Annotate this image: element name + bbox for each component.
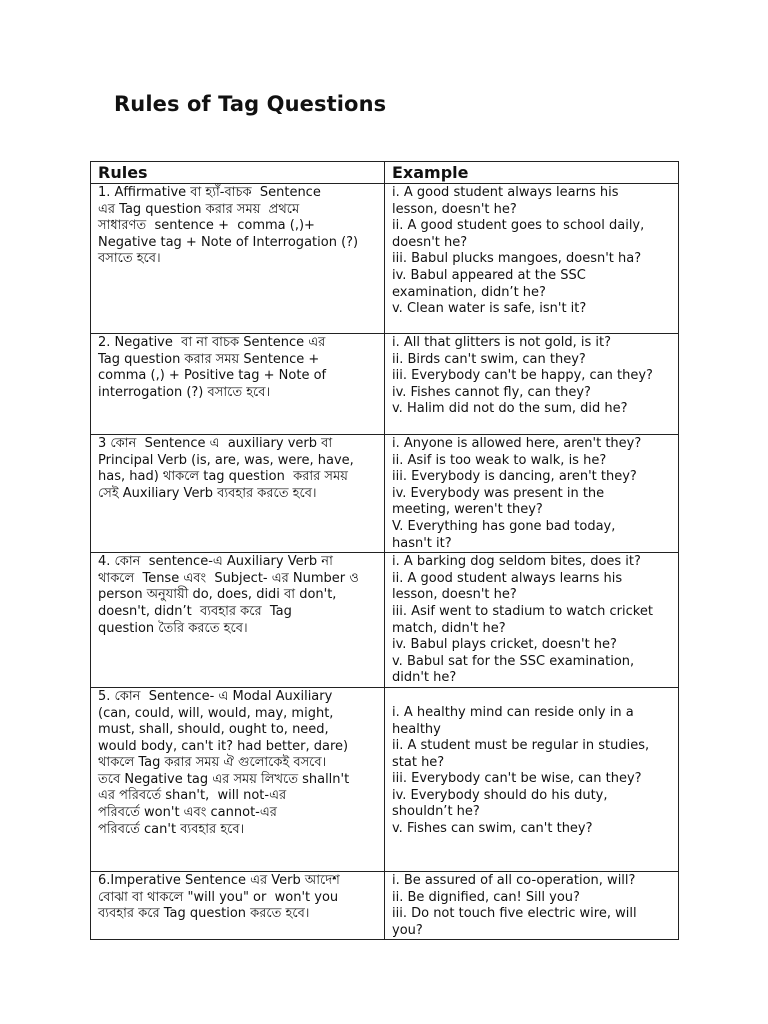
example-cell (385, 687, 679, 871)
rule-line: Principal Verb (is, are, was, were, have, (98, 452, 354, 468)
example-line: i. A barking dog seldom bites, does it? (392, 554, 641, 570)
example-line: hasn't it? (392, 535, 452, 551)
table-row (91, 435, 679, 553)
example-line: iii. Asif went to stadium to watch cricket (392, 603, 653, 619)
rule-line: 3 কোন Sentence এ auxiliary verb বা (98, 436, 333, 451)
example-line: healthy (392, 721, 441, 737)
example-line: didn't he? (392, 670, 457, 686)
table-row (91, 184, 679, 334)
rule-cell (91, 334, 385, 435)
example-line: ii. Birds can't swim, can they? (392, 351, 586, 367)
example-line: iii. Everybody is dancing, aren't they? (392, 469, 637, 485)
example-line: ii. A good student goes to school daily, (392, 218, 645, 234)
rule-cell (91, 435, 385, 553)
rule-line: ব্যবহার করে Tag question করতে হবে। (98, 906, 310, 922)
example-line: ii. A good student always learns his (392, 570, 623, 586)
example-line: match, didn't he? (392, 620, 506, 636)
example-line: iv. Everybody should do his duty, (392, 787, 608, 803)
rule-line: (can, could, will, would, may, might, (98, 705, 334, 721)
rule-line: সাধারণত sentence + comma (,)+ (98, 218, 315, 234)
rule-line: comma (,) + Positive tag + Note of (98, 368, 327, 384)
example-line: iv. Babul appeared at the SSC (392, 267, 586, 283)
rule-cell (91, 553, 385, 688)
rule-cell (91, 871, 385, 939)
example-line: iv. Everybody was present in the (392, 485, 605, 501)
example-line: v. Halim did not do the sum, did he? (392, 401, 628, 417)
table-header-row (91, 162, 679, 184)
rule-line: would body, can't it? had better, dare) (98, 738, 349, 754)
example-line: v. Babul sat for the SSC examination, (392, 653, 635, 669)
example-line: shouldn’t he? (392, 804, 480, 820)
example-line: ii. Asif is too weak to walk, is he? (392, 452, 607, 468)
example-cell (385, 553, 679, 688)
example-line: i. A healthy mind can reside only in a (392, 704, 634, 720)
example-line: i. Anyone is allowed here, aren't they? (392, 436, 642, 451)
example-line: i. A good student always learns his (392, 185, 619, 200)
rule-line: 6.Imperative Sentence এর Verb আদেশ (98, 872, 340, 888)
column-header-example: Example (385, 162, 679, 184)
rule-line: তবে Negative tag এর সময় লিখতে shalln't (98, 771, 350, 787)
example-cell (385, 435, 679, 553)
rule-line: এর পরিবর্তে shan't, will not-এর (98, 788, 287, 804)
rules-table (90, 161, 679, 940)
rule-line: 2. Negative বা না বাচক Sentence এর (98, 335, 326, 350)
rule-line: 4. কোন sentence-এ Auxiliary Verb না (98, 554, 333, 570)
table-row (91, 871, 679, 939)
rule-line: has, had) থাকলে tag question করার সময় (98, 469, 348, 485)
example-line: iii. Do not touch five electric wire, will (392, 906, 637, 922)
rule-line: সেই Auxiliary Verb ব্যবহার করতে হবে। (98, 485, 317, 501)
rule-line: Tag question করার সময় Sentence + (98, 351, 320, 367)
example-line: examination, didn’t he? (392, 284, 546, 300)
example-line: ii. Be dignified, can! Sill you? (392, 889, 580, 905)
example-line: v. Fishes can swim, can't they? (392, 821, 593, 837)
example-line: V. Everything has gone bad today, (392, 518, 616, 534)
example-line: i. All that glitters is not gold, is it? (392, 335, 611, 350)
rule-cell (91, 687, 385, 871)
rule-line: question তৈরি করতে হবে। (98, 620, 248, 636)
rule-line: পরিবর্তে won't এবং cannot-এর (98, 805, 277, 821)
example-line: lesson, doesn't he? (392, 587, 517, 603)
rule-line: বসাতে হবে। (98, 251, 161, 267)
rule-line: পরিবর্তে can't ব্যবহার হবে। (98, 821, 245, 837)
table-row (91, 334, 679, 435)
rule-line: person অনুযায়ী do, does, didi বা don't, (98, 587, 337, 603)
rule-line: must, shall, should, ought to, need, (98, 722, 329, 738)
rule-line: বোঝা বা থাকলে "will you" or won't you (98, 889, 339, 905)
rule-line: থাকলে Tag করার সময় ঐ গুলোকেই বসবে। (98, 755, 327, 771)
example-line: i. Be assured of all co-operation, will? (392, 872, 636, 888)
example-cell (385, 334, 679, 435)
example-line: ii. A student must be regular in studies, (392, 738, 650, 754)
rule-line: এর Tag question করার সময় প্রথমে (98, 201, 300, 217)
example-line: iv. Babul plays cricket, doesn't he? (392, 637, 617, 653)
example-line: stat he? (392, 754, 445, 770)
table-row (91, 687, 679, 871)
rule-line: interrogation (?) বসাতে হবে। (98, 384, 271, 400)
page-title: Rules of Tag Questions (114, 92, 387, 116)
example-cell (385, 184, 679, 334)
example-cell (385, 871, 679, 939)
example-line: lesson, doesn't he? (392, 201, 517, 217)
example-line: iii. Everybody can't be wise, can they? (392, 771, 642, 787)
rule-line: Negative tag + Note of Interrogation (?) (98, 234, 359, 250)
rule-line: 1. Affirmative বা হ্যাঁ-বাচক Sentence (98, 185, 321, 200)
example-line: doesn't he? (392, 234, 468, 250)
rule-line: থাকলে Tense এবং Subject- এর Number ও (98, 570, 359, 586)
rule-cell (91, 184, 385, 334)
example-line: you? (392, 922, 423, 938)
example-line: v. Clean water is safe, isn't it? (392, 301, 587, 317)
example-line: iii. Everybody can't be happy, can they? (392, 368, 653, 384)
example-line: iii. Babul plucks mangoes, doesn't ha? (392, 251, 642, 267)
example-line: meeting, weren't they? (392, 502, 543, 518)
column-header-rules: Rules (91, 162, 385, 184)
table-row (91, 553, 679, 688)
rule-line: doesn't, didn’t ব্যবহার করে Tag (98, 603, 292, 619)
rule-line: 5. কোন Sentence- এ Modal Auxiliary (98, 688, 333, 704)
example-line: iv. Fishes cannot fly, can they? (392, 384, 591, 400)
